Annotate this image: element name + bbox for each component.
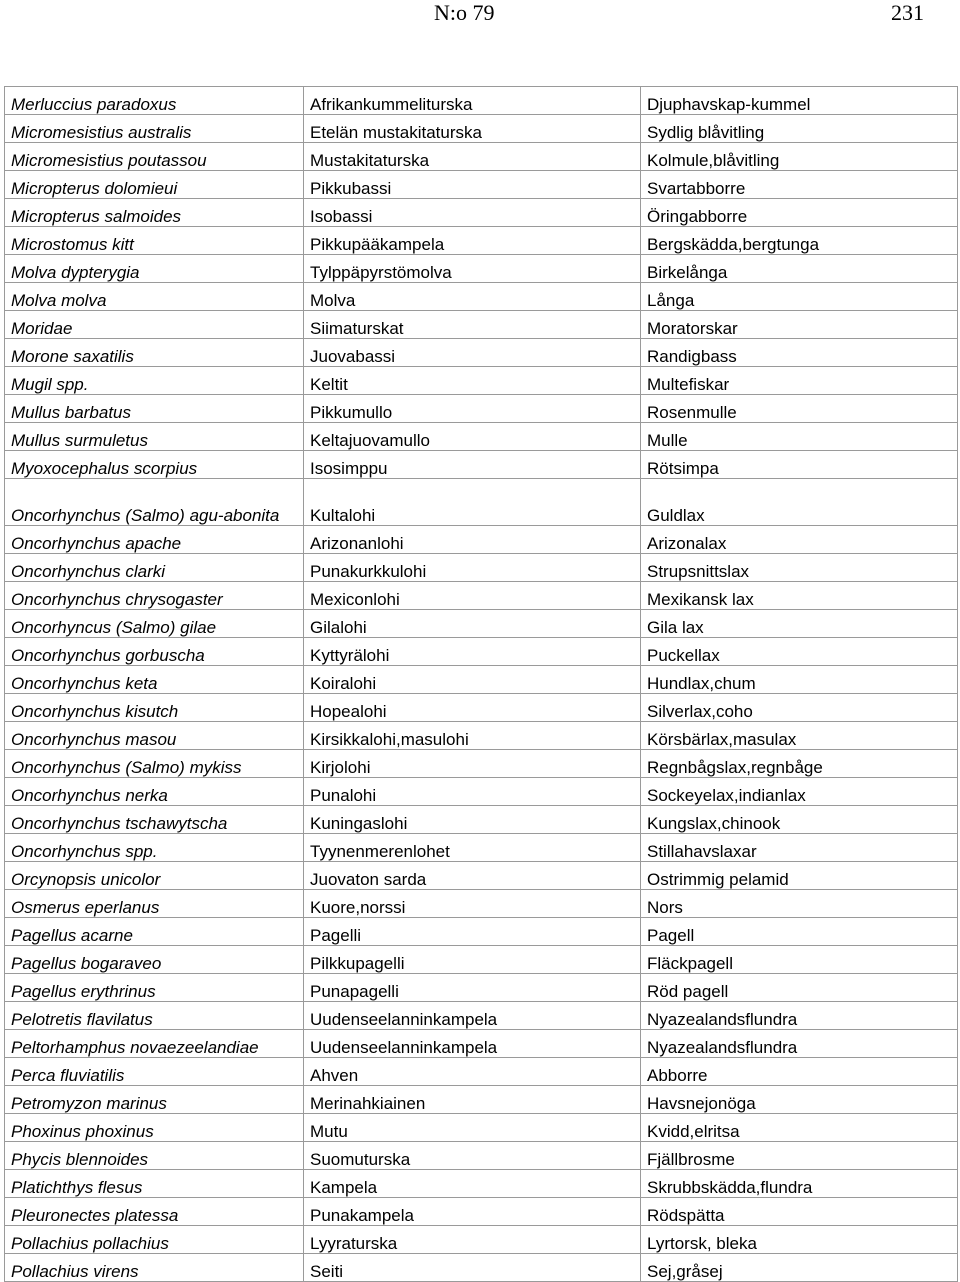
scientific-name-cell: Micromesistius australis: [5, 115, 304, 143]
finnish-name-cell: Tyynenmerenlohet: [304, 834, 641, 862]
scientific-name-cell: Oncorhynchus kisutch: [5, 694, 304, 722]
table-row: [5, 834, 958, 862]
swedish-name-cell: Puckellax: [641, 638, 958, 666]
finnish-name-cell: Suomuturska: [304, 1142, 641, 1170]
table-row: [5, 526, 958, 554]
finnish-name-cell: Molva: [304, 283, 641, 311]
finnish-name-cell: Kirjolohi: [304, 750, 641, 778]
table-row: [5, 610, 958, 638]
table-row: [5, 255, 958, 283]
finnish-name-cell: Kuore,norssi: [304, 890, 641, 918]
swedish-name-cell: Sydlig blåvitling: [641, 115, 958, 143]
swedish-name-cell: Fläckpagell: [641, 946, 958, 974]
table-row: [5, 1198, 958, 1226]
scientific-name-cell: Myoxocephalus scorpius: [5, 451, 304, 479]
swedish-name-cell: Birkelånga: [641, 255, 958, 283]
table-row: [5, 974, 958, 1002]
finnish-name-cell: Uudenseelanninkampela: [304, 1030, 641, 1058]
scientific-name-cell: Phycis blennoides: [5, 1142, 304, 1170]
scientific-name-cell: Oncorhynchus clarki: [5, 554, 304, 582]
finnish-name-cell: Ahven: [304, 1058, 641, 1086]
scientific-name-cell: Pagellus acarne: [5, 918, 304, 946]
swedish-name-cell: Långa: [641, 283, 958, 311]
swedish-name-cell: Skrubbskädda,flundra: [641, 1170, 958, 1198]
scientific-name-cell: Micropterus dolomieui: [5, 171, 304, 199]
swedish-name-cell: Nyazealandsflundra: [641, 1002, 958, 1030]
table-row: [5, 750, 958, 778]
scientific-name-cell: Pelotretis flavilatus: [5, 1002, 304, 1030]
swedish-name-cell: Kvidd,elritsa: [641, 1114, 958, 1142]
finnish-name-cell: Koiralohi: [304, 666, 641, 694]
table-row: [5, 918, 958, 946]
swedish-name-cell: Randigbass: [641, 339, 958, 367]
table-row: [5, 1142, 958, 1170]
table-row: [5, 582, 958, 610]
finnish-name-cell: Juovabassi: [304, 339, 641, 367]
swedish-name-cell: Regnbågslax,regnbåge: [641, 750, 958, 778]
swedish-name-cell: Lyrtorsk, bleka: [641, 1226, 958, 1254]
swedish-name-cell: Nyazealandsflundra: [641, 1030, 958, 1058]
table-row: [5, 143, 958, 171]
scientific-name-cell: Petromyzon marinus: [5, 1086, 304, 1114]
table-row: [5, 451, 958, 479]
scientific-name-cell: Morone saxatilis: [5, 339, 304, 367]
swedish-name-cell: Silverlax,coho: [641, 694, 958, 722]
table-row: [5, 1058, 958, 1086]
table-row: [5, 367, 958, 395]
swedish-name-cell: Körsbärlax,masulax: [641, 722, 958, 750]
scientific-name-cell: Pagellus erythrinus: [5, 974, 304, 1002]
finnish-name-cell: Hopealohi: [304, 694, 641, 722]
scientific-name-cell: Oncorhyncus (Salmo) gilae: [5, 610, 304, 638]
scientific-name-cell: Molva dypterygia: [5, 255, 304, 283]
swedish-name-cell: Guldlax: [641, 479, 958, 526]
finnish-name-cell: Isobassi: [304, 199, 641, 227]
scientific-name-cell: Microstomus kitt: [5, 227, 304, 255]
swedish-name-cell: Djuphavskap-kummel: [641, 87, 958, 115]
swedish-name-cell: Moratorskar: [641, 311, 958, 339]
table-row: [5, 283, 958, 311]
table-row: [5, 1226, 958, 1254]
finnish-name-cell: Kyttyrälohi: [304, 638, 641, 666]
finnish-name-cell: Uudenseelanninkampela: [304, 1002, 641, 1030]
finnish-name-cell: Kultalohi: [304, 479, 641, 526]
finnish-name-cell: Isosimppu: [304, 451, 641, 479]
swedish-name-cell: Ostrimmig pelamid: [641, 862, 958, 890]
table-row: [5, 115, 958, 143]
swedish-name-cell: Hundlax,chum: [641, 666, 958, 694]
table-row: [5, 311, 958, 339]
scientific-name-cell: Oncorhynchus (Salmo) agu-abonita: [5, 479, 304, 526]
swedish-name-cell: Rödspätta: [641, 1198, 958, 1226]
table-row: [5, 890, 958, 918]
table-row: [5, 1002, 958, 1030]
scientific-name-cell: Pollachius virens: [5, 1254, 304, 1282]
swedish-name-cell: Bergskädda,bergtunga: [641, 227, 958, 255]
scientific-name-cell: Peltorhamphus novaezeelandiae: [5, 1030, 304, 1058]
scientific-name-cell: Oncorhynchus masou: [5, 722, 304, 750]
finnish-name-cell: Seiti: [304, 1254, 641, 1282]
swedish-name-cell: Strupsnittslax: [641, 554, 958, 582]
table-row: [5, 946, 958, 974]
scientific-name-cell: Mullus surmuletus: [5, 423, 304, 451]
scientific-name-cell: Oncorhynchus nerka: [5, 778, 304, 806]
finnish-name-cell: Punakurkkulohi: [304, 554, 641, 582]
finnish-name-cell: Pagelli: [304, 918, 641, 946]
finnish-name-cell: Pikkumullo: [304, 395, 641, 423]
finnish-name-cell: Keltajuovamullo: [304, 423, 641, 451]
table-row: [5, 666, 958, 694]
finnish-name-cell: Lyyraturska: [304, 1226, 641, 1254]
table-row: [5, 171, 958, 199]
scientific-name-cell: Oncorhynchus spp.: [5, 834, 304, 862]
scientific-name-cell: Pagellus bogaraveo: [5, 946, 304, 974]
scientific-name-cell: Mugil spp.: [5, 367, 304, 395]
scientific-name-cell: Oncorhynchus (Salmo) mykiss: [5, 750, 304, 778]
swedish-name-cell: Nors: [641, 890, 958, 918]
finnish-name-cell: Siimaturskat: [304, 311, 641, 339]
table-row: [5, 694, 958, 722]
scientific-name-cell: Moridae: [5, 311, 304, 339]
scientific-name-cell: Phoxinus phoxinus: [5, 1114, 304, 1142]
finnish-name-cell: Etelän mustakitaturska: [304, 115, 641, 143]
swedish-name-cell: Röd pagell: [641, 974, 958, 1002]
table-row: [5, 479, 958, 526]
swedish-name-cell: Multefiskar: [641, 367, 958, 395]
scientific-name-cell: Micropterus salmoides: [5, 199, 304, 227]
scientific-name-cell: Perca fluviatilis: [5, 1058, 304, 1086]
swedish-name-cell: Rötsimpa: [641, 451, 958, 479]
scientific-name-cell: Oncorhynchus keta: [5, 666, 304, 694]
swedish-name-cell: Stillahavslaxar: [641, 834, 958, 862]
species-name-table: [4, 86, 958, 1282]
table-row: [5, 395, 958, 423]
finnish-name-cell: Punakampela: [304, 1198, 641, 1226]
scientific-name-cell: Osmerus eperlanus: [5, 890, 304, 918]
finnish-name-cell: Mutu: [304, 1114, 641, 1142]
swedish-name-cell: Rosenmulle: [641, 395, 958, 423]
finnish-name-cell: Pikkupääkampela: [304, 227, 641, 255]
swedish-name-cell: Kolmule,blåvitling: [641, 143, 958, 171]
scientific-name-cell: Oncorhynchus tschawytscha: [5, 806, 304, 834]
scientific-name-cell: Orcynopsis unicolor: [5, 862, 304, 890]
table-row: [5, 1086, 958, 1114]
table-row: [5, 87, 958, 115]
finnish-name-cell: Gilalohi: [304, 610, 641, 638]
species-table-body: [5, 87, 958, 1282]
scientific-name-cell: Oncorhynchus apache: [5, 526, 304, 554]
table-row: [5, 1030, 958, 1058]
finnish-name-cell: Tylppäpyrstömolva: [304, 255, 641, 283]
finnish-name-cell: Arizonanlohi: [304, 526, 641, 554]
finnish-name-cell: Pilkkupagelli: [304, 946, 641, 974]
table-row: [5, 1170, 958, 1198]
scientific-name-cell: Mullus barbatus: [5, 395, 304, 423]
page-number: 231: [891, 0, 924, 25]
table-row: [5, 862, 958, 890]
scientific-name-cell: Merluccius paradoxus: [5, 87, 304, 115]
finnish-name-cell: Pikkubassi: [304, 171, 641, 199]
swedish-name-cell: Pagell: [641, 918, 958, 946]
swedish-name-cell: Abborre: [641, 1058, 958, 1086]
scientific-name-cell: Oncorhynchus gorbuscha: [5, 638, 304, 666]
scientific-name-cell: Pollachius pollachius: [5, 1226, 304, 1254]
swedish-name-cell: Mulle: [641, 423, 958, 451]
scientific-name-cell: Pleuronectes platessa: [5, 1198, 304, 1226]
swedish-name-cell: Mexikansk lax: [641, 582, 958, 610]
finnish-name-cell: Punapagelli: [304, 974, 641, 1002]
table-row: [5, 423, 958, 451]
table-row: [5, 722, 958, 750]
finnish-name-cell: Kirsikkalohi,masulohi: [304, 722, 641, 750]
scientific-name-cell: Oncorhynchus chrysogaster: [5, 582, 304, 610]
finnish-name-cell: Mustakitaturska: [304, 143, 641, 171]
table-row: [5, 227, 958, 255]
swedish-name-cell: Kungslax,chinook: [641, 806, 958, 834]
finnish-name-cell: Juovaton sarda: [304, 862, 641, 890]
swedish-name-cell: Öringabborre: [641, 199, 958, 227]
finnish-name-cell: Merinahkiainen: [304, 1086, 641, 1114]
swedish-name-cell: Arizonalax: [641, 526, 958, 554]
swedish-name-cell: Gila lax: [641, 610, 958, 638]
page-header: [0, 0, 960, 34]
table-row: [5, 199, 958, 227]
table-row: [5, 1254, 958, 1282]
swedish-name-cell: Fjällbrosme: [641, 1142, 958, 1170]
table-row: [5, 638, 958, 666]
swedish-name-cell: Havsnejonöga: [641, 1086, 958, 1114]
issue-number: N:o 79: [434, 0, 495, 25]
swedish-name-cell: Sej,gråsej: [641, 1254, 958, 1282]
finnish-name-cell: Kuningaslohi: [304, 806, 641, 834]
finnish-name-cell: Afrikankummeliturska: [304, 87, 641, 115]
finnish-name-cell: Keltit: [304, 367, 641, 395]
scientific-name-cell: Platichthys flesus: [5, 1170, 304, 1198]
table-row: [5, 778, 958, 806]
swedish-name-cell: Sockeyelax,indianlax: [641, 778, 958, 806]
finnish-name-cell: Mexiconlohi: [304, 582, 641, 610]
finnish-name-cell: Punalohi: [304, 778, 641, 806]
scientific-name-cell: Micromesistius poutassou: [5, 143, 304, 171]
table-row: [5, 339, 958, 367]
scientific-name-cell: Molva molva: [5, 283, 304, 311]
finnish-name-cell: Kampela: [304, 1170, 641, 1198]
swedish-name-cell: Svartabborre: [641, 171, 958, 199]
table-row: [5, 554, 958, 582]
table-row: [5, 1114, 958, 1142]
table-row: [5, 806, 958, 834]
